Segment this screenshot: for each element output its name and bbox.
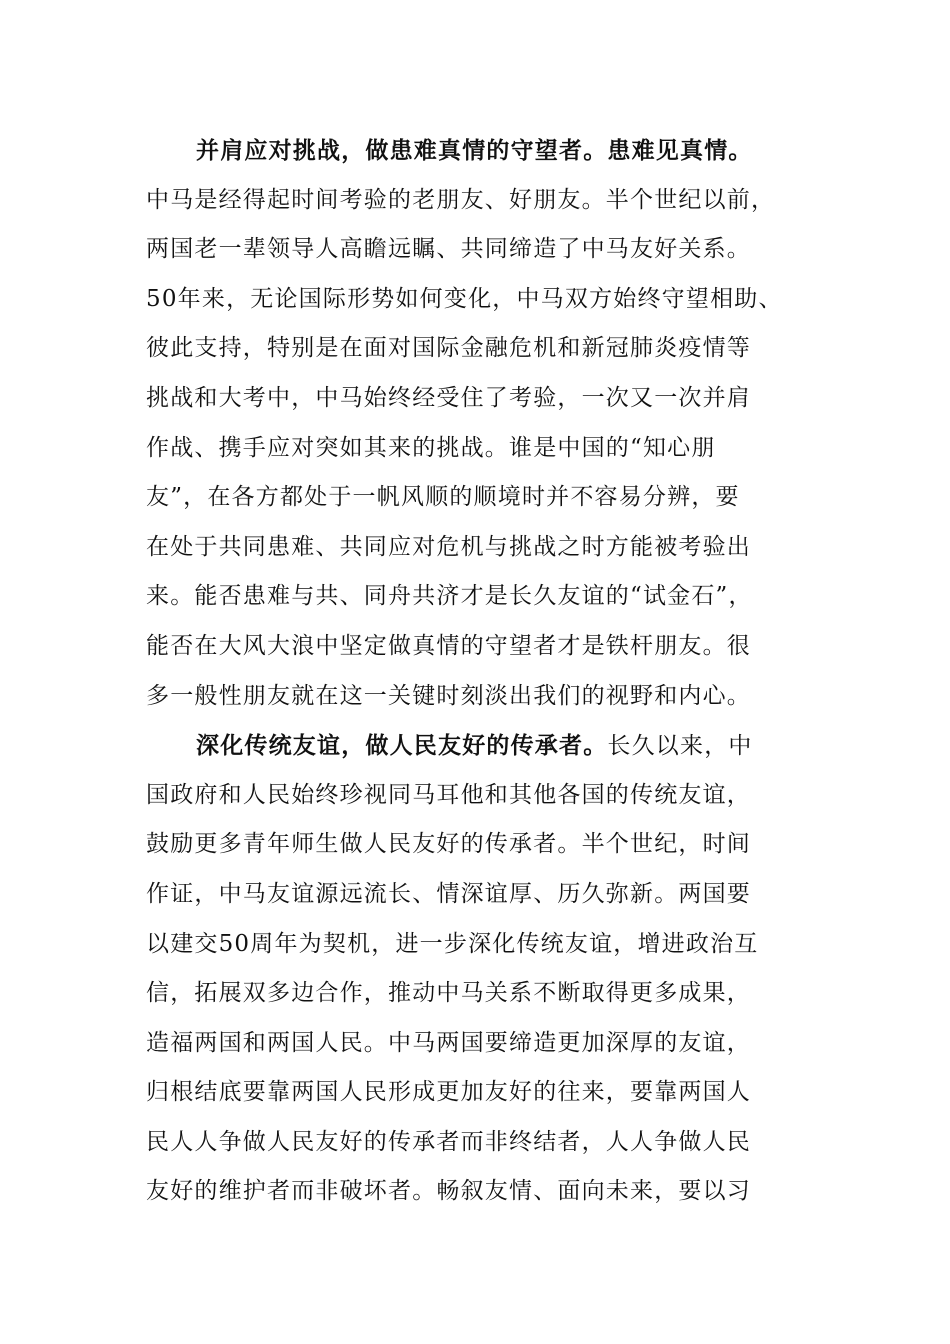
text-line: 归根结底要靠两国人民形成更加友好的往来，要靠两国人 bbox=[146, 1079, 751, 1106]
text-line: 挑战和大考中，中马始终经受住了考验，一次又一次并肩 bbox=[146, 384, 751, 411]
text-line: 民人人争做人民友好的传承者而非终结者，人人争做人民 bbox=[146, 1128, 751, 1155]
text-line: 作战、携手应对突如其来的挑战。谁是中国的“知心朋 bbox=[146, 434, 716, 461]
text-line: 友好的维护者而非破坏者。畅叙友情、面向未来，要以习 bbox=[146, 1178, 751, 1205]
paragraph-2-first-line-rest: 长久以来，中 bbox=[607, 733, 753, 760]
text-line: 鼓励更多青年师生做人民友好的传承者。半个世纪，时间 bbox=[146, 831, 751, 858]
text-line: 造福两国和两国人民。中马两国要缔造更加深厚的友谊， bbox=[146, 1029, 751, 1056]
paragraph-1-first-line-rest: 患难见真情。 bbox=[607, 137, 753, 164]
text-line: 信，拓展双多边合作，推动中马关系不断取得更多成果， bbox=[146, 980, 751, 1007]
text-line: 中马是经得起时间考验的老朋友、好朋友。半个世纪以前， bbox=[146, 186, 776, 213]
text-line: 来。能否患难与共、同舟共济才是长久友谊的“试金石”， bbox=[146, 583, 753, 610]
paragraph-2-heading: 深化传统友谊，做人民友好的传承者。 bbox=[196, 732, 608, 760]
paragraph-1-heading: 并肩应对挑战，做患难真情的守望者。 bbox=[196, 137, 608, 164]
paragraph-1-first-line bbox=[146, 126, 806, 176]
text-line: 友”，在各方都处于一帆风顺的顺境时并不容易分辨，要 bbox=[146, 484, 740, 511]
text-line: 国政府和人民始终珍视同马耳他和其他各国的传统友谊， bbox=[146, 781, 751, 808]
text-line: 彼此支持，特别是在面对国际金融危机和新冠肺炎疫情等 bbox=[146, 335, 751, 362]
text-line: 作证，中马友谊源远流长、情深谊厚、历久弥新。两国要 bbox=[146, 880, 751, 907]
paragraph-2 bbox=[146, 721, 806, 1217]
text-line: 多一般性朋友就在这一关键时刻淡出我们的视野和内心。 bbox=[146, 682, 751, 709]
text-line: 在处于共同患难、共同应对危机与挑战之时方能被考验出 bbox=[146, 533, 751, 560]
text-line: 两国老一辈领导人高瞻远瞩、共同缔造了中马友好关系。 bbox=[146, 236, 751, 263]
text-line: 以建交50周年为契机，进一步深化传统友谊，增进政治互 bbox=[146, 930, 759, 957]
document-body bbox=[146, 126, 806, 1217]
text-line: 50年来，无论国际形势如何变化，中马双方始终守望相助、 bbox=[146, 285, 783, 312]
paragraph-1 bbox=[146, 126, 806, 721]
text-line: 能否在大风大浪中坚定做真情的守望者才是铁杆朋友。很 bbox=[146, 632, 751, 659]
paragraph-2-first-line bbox=[146, 721, 806, 771]
